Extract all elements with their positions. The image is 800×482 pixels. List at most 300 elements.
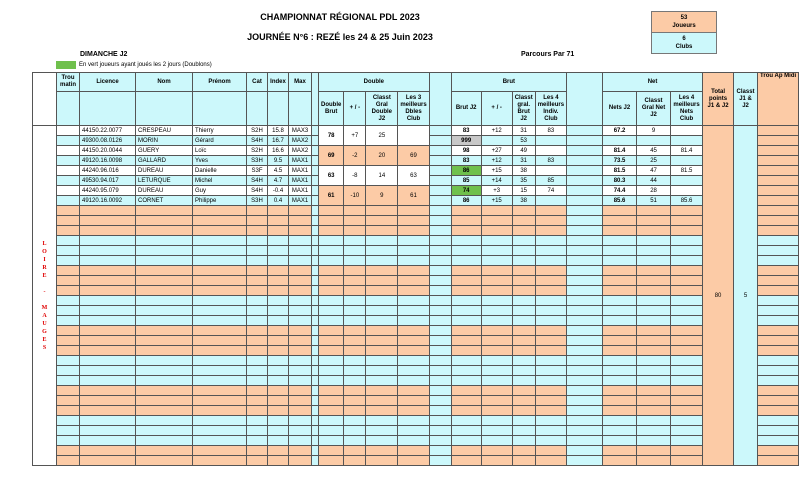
spacer-cell <box>312 386 319 396</box>
empty-cell <box>637 436 671 446</box>
empty-cell <box>247 346 268 356</box>
empty-cell <box>268 226 289 236</box>
empty-cell <box>603 366 637 376</box>
col-nets-j2: Nets J2 <box>603 92 637 126</box>
spacer-cell <box>429 406 451 416</box>
empty-cell <box>289 236 312 246</box>
empty-cell <box>512 366 535 376</box>
col-prenom: Prénom <box>193 73 247 92</box>
empty-cell <box>637 246 671 256</box>
spacer-cell <box>567 186 603 196</box>
brut-j2-cell: 83 <box>451 156 481 166</box>
empty-cell <box>637 406 671 416</box>
empty-cell <box>344 316 366 326</box>
index-cell: 16.6 <box>268 146 289 156</box>
empty-cell <box>535 256 566 266</box>
empty-cell <box>671 336 703 346</box>
licence-cell: 44150.20.0044 <box>80 146 136 156</box>
col-trou-ap-midi: Trou Ap Midi <box>758 73 799 126</box>
blank-header <box>33 73 57 126</box>
classt-net-cell: 45 <box>637 146 671 156</box>
trou-ap-midi-cell <box>758 316 799 326</box>
nom-cell: MORIN <box>136 136 193 146</box>
trou-ap-midi-cell <box>758 346 799 356</box>
licence-cell: 49120.16.0092 <box>80 196 136 206</box>
empty-cell <box>637 306 671 316</box>
empty-cell <box>671 276 703 286</box>
empty-cell <box>268 246 289 256</box>
empty-cell <box>366 276 398 286</box>
empty-cell <box>451 346 481 356</box>
empty-cell <box>671 436 703 446</box>
empty-cell <box>247 256 268 266</box>
empty-cell <box>398 246 429 256</box>
empty-cell <box>398 406 429 416</box>
cat-cell: S2H <box>247 126 268 136</box>
empty-cell <box>512 356 535 366</box>
empty-cell <box>344 366 366 376</box>
table-row <box>33 296 799 306</box>
nom-cell: DUREAU <box>136 166 193 176</box>
spacer-cell <box>429 206 451 216</box>
best4-indiv-cell: 74 <box>535 186 566 196</box>
empty-cell <box>136 246 193 256</box>
trou-ap-midi-cell <box>758 386 799 396</box>
empty-cell <box>671 326 703 336</box>
trou-matin-cell <box>57 456 80 466</box>
max-cell: MAX3 <box>289 126 312 136</box>
empty-cell <box>671 226 703 236</box>
empty-cell <box>671 396 703 406</box>
empty-cell <box>319 456 344 466</box>
empty-cell <box>603 376 637 386</box>
empty-cell <box>80 446 136 456</box>
empty-cell <box>268 446 289 456</box>
spacer-cell <box>567 336 603 346</box>
spacer-cell <box>312 306 319 316</box>
empty-cell <box>481 236 512 246</box>
cat-cell: S4H <box>247 176 268 186</box>
best4-net-cell <box>671 186 703 196</box>
empty-cell <box>637 396 671 406</box>
empty-cell <box>451 446 481 456</box>
best4-net-cell <box>671 126 703 136</box>
empty-cell <box>289 226 312 236</box>
empty-cell <box>193 366 247 376</box>
empty-cell <box>319 276 344 286</box>
empty-cell <box>268 396 289 406</box>
empty-cell <box>247 316 268 326</box>
table-row <box>33 206 799 216</box>
empty-cell <box>344 246 366 256</box>
empty-cell <box>289 386 312 396</box>
empty-cell <box>637 266 671 276</box>
empty-cell <box>671 206 703 216</box>
trou-matin-cell <box>57 406 80 416</box>
empty-cell <box>193 406 247 416</box>
col-brut-plus-minus: + / - <box>481 92 512 126</box>
empty-cell <box>80 316 136 326</box>
empty-cell <box>671 376 703 386</box>
trou-ap-midi-cell <box>758 206 799 216</box>
empty-cell <box>398 456 429 466</box>
empty-cell <box>289 266 312 276</box>
trou-ap-midi-cell <box>758 276 799 286</box>
empty-cell <box>603 306 637 316</box>
empty-cell <box>603 426 637 436</box>
trou-matin-cell <box>57 276 80 286</box>
double-best3-cell: 61 <box>398 186 429 206</box>
classt-net-cell <box>637 136 671 146</box>
empty-cell <box>319 426 344 436</box>
empty-cell <box>603 226 637 236</box>
licence-cell: 49300.08.0126 <box>80 136 136 146</box>
empty-cell <box>289 306 312 316</box>
empty-cell <box>80 416 136 426</box>
empty-cell <box>268 256 289 266</box>
empty-cell <box>268 326 289 336</box>
empty-cell <box>247 386 268 396</box>
trou-ap-midi-cell <box>758 236 799 246</box>
double-pm-cell: -2 <box>344 146 366 166</box>
page-subtitle: JOURNÉE N°6 : REZÉ les 24 & 25 Juin 2023 <box>247 32 433 42</box>
trou-ap-midi-cell <box>758 256 799 266</box>
empty-cell <box>637 296 671 306</box>
empty-cell <box>193 266 247 276</box>
spacer-cell <box>567 226 603 236</box>
table-row <box>33 126 799 136</box>
trou-ap-midi-cell <box>758 156 799 166</box>
trou-matin-cell <box>57 146 80 156</box>
empty-cell <box>268 276 289 286</box>
empty-cell <box>481 246 512 256</box>
col-classt-gral-brut: Classt gral. Brut J2 <box>512 92 535 126</box>
best4-net-cell <box>671 156 703 166</box>
empty-cell <box>535 346 566 356</box>
empty-cell <box>344 416 366 426</box>
trou-matin-cell <box>57 196 80 206</box>
brut-j2-cell: 83 <box>451 126 481 136</box>
empty-cell <box>366 316 398 326</box>
empty-cell <box>80 296 136 306</box>
trou-ap-midi-cell <box>758 376 799 386</box>
index-cell: -0.4 <box>268 186 289 196</box>
empty-cell <box>512 376 535 386</box>
spacer-cell <box>312 186 319 196</box>
empty-cell <box>268 216 289 226</box>
empty-cell <box>535 416 566 426</box>
trou-ap-midi-cell <box>758 186 799 196</box>
empty-cell <box>80 456 136 466</box>
empty-cell <box>637 386 671 396</box>
empty-cell <box>289 246 312 256</box>
empty-cell <box>398 446 429 456</box>
empty-cell <box>481 406 512 416</box>
empty-cell <box>398 376 429 386</box>
trou-matin-cell <box>57 206 80 216</box>
empty-cell <box>398 436 429 446</box>
empty-cell <box>366 396 398 406</box>
table-row <box>33 426 799 436</box>
empty-cell <box>289 256 312 266</box>
empty-cell <box>136 316 193 326</box>
empty-cell <box>136 446 193 456</box>
empty-cell <box>289 426 312 436</box>
spacer-cell <box>567 436 603 446</box>
empty-cell <box>247 226 268 236</box>
spacer-cell <box>567 166 603 176</box>
empty-cell <box>451 396 481 406</box>
empty-cell <box>193 316 247 326</box>
best4-net-cell <box>671 176 703 186</box>
max-cell: MAX2 <box>289 136 312 146</box>
spacer-cell <box>567 326 603 336</box>
brut-pm-cell: +15 <box>481 166 512 176</box>
empty-cell <box>80 396 136 406</box>
clubs-summary <box>651 33 717 54</box>
double-best3-cell <box>398 126 429 146</box>
double-best3-cell: 69 <box>398 146 429 166</box>
double-brut-cell: 78 <box>319 126 344 146</box>
trou-ap-midi-cell <box>758 436 799 446</box>
spacer-cell <box>312 156 319 166</box>
empty-cell <box>366 386 398 396</box>
best4-indiv-cell: 83 <box>535 126 566 136</box>
spacer-cell <box>312 436 319 446</box>
empty-cell <box>451 416 481 426</box>
spacer-cell <box>567 346 603 356</box>
best4-net-cell <box>671 136 703 146</box>
empty-cell <box>247 296 268 306</box>
empty-cell <box>268 406 289 416</box>
empty-cell <box>247 216 268 226</box>
net-j2-cell: 73.5 <box>603 156 637 166</box>
table-row <box>33 346 799 356</box>
empty-cell <box>319 366 344 376</box>
empty-cell <box>268 306 289 316</box>
spacer-cell <box>429 396 451 406</box>
empty-cell <box>136 436 193 446</box>
empty-cell <box>80 246 136 256</box>
empty-cell <box>603 326 637 336</box>
empty-cell <box>603 206 637 216</box>
empty-cell <box>671 306 703 316</box>
spacer-cell <box>429 126 451 136</box>
trou-ap-midi-cell <box>758 166 799 176</box>
trou-ap-midi-cell <box>758 296 799 306</box>
spacer-cell <box>312 376 319 386</box>
spacer-cell <box>429 136 451 146</box>
brut-j2-cell: 74 <box>451 186 481 196</box>
empty-cell <box>193 336 247 346</box>
double-classt-cell: 20 <box>366 146 398 166</box>
spacer-cell <box>429 356 451 366</box>
empty-cell <box>247 246 268 256</box>
empty-cell <box>481 426 512 436</box>
trou-ap-midi-cell <box>758 396 799 406</box>
trou-ap-midi-cell <box>758 446 799 456</box>
clubs-label: Clubs <box>675 44 693 50</box>
brut-j2-cell: 98 <box>451 146 481 156</box>
clubs-count: 6 <box>682 36 686 42</box>
trou-matin-cell <box>57 246 80 256</box>
empty-cell <box>319 376 344 386</box>
empty-cell <box>535 446 566 456</box>
empty-cell <box>603 356 637 366</box>
summary-box <box>651 11 717 54</box>
empty-cell <box>193 306 247 316</box>
empty-cell <box>366 246 398 256</box>
trou-matin-cell <box>57 186 80 196</box>
page-title: CHAMPIONNAT RÉGIONAL PDL 2023 <box>260 12 420 22</box>
spacer-cell <box>567 216 603 226</box>
empty-cell <box>481 396 512 406</box>
players-count: 53 <box>680 15 688 21</box>
table-row <box>33 316 799 326</box>
empty-cell <box>481 346 512 356</box>
legend-swatch <box>56 61 76 69</box>
trou-ap-midi-cell <box>758 266 799 276</box>
empty-cell <box>80 366 136 376</box>
classt-net-cell: 28 <box>637 186 671 196</box>
trou-matin-cell <box>57 166 80 176</box>
empty-cell <box>268 416 289 426</box>
empty-cell <box>268 456 289 466</box>
empty-cell <box>193 446 247 456</box>
empty-cell <box>344 236 366 246</box>
empty-cell <box>247 306 268 316</box>
empty-cell <box>247 236 268 246</box>
empty-cell <box>451 426 481 436</box>
trou-matin-cell <box>57 396 80 406</box>
net-j2-cell: 74.4 <box>603 186 637 196</box>
empty-cell <box>319 406 344 416</box>
empty-cell <box>671 316 703 326</box>
empty-cell <box>451 366 481 376</box>
empty-cell <box>344 386 366 396</box>
empty-cell <box>637 346 671 356</box>
table-row <box>33 356 799 366</box>
blank-subheader <box>247 92 268 126</box>
brut-pm-cell: +27 <box>481 146 512 156</box>
empty-cell <box>80 426 136 436</box>
empty-cell <box>637 316 671 326</box>
empty-cell <box>481 456 512 466</box>
empty-cell <box>247 436 268 446</box>
cat-cell: S3H <box>247 196 268 206</box>
empty-cell <box>319 416 344 426</box>
empty-cell <box>366 286 398 296</box>
max-cell: MAX1 <box>289 166 312 176</box>
spacer-cell <box>429 166 451 176</box>
empty-cell <box>637 236 671 246</box>
spacer-cell <box>312 206 319 216</box>
empty-cell <box>268 206 289 216</box>
classt-net-cell: 9 <box>637 126 671 136</box>
empty-cell <box>535 306 566 316</box>
best4-indiv-cell: 83 <box>535 156 566 166</box>
prenom-cell: Yves <box>193 156 247 166</box>
empty-cell <box>247 356 268 366</box>
spacer-cell <box>567 356 603 366</box>
table-row <box>33 436 799 446</box>
spacer-cell <box>312 246 319 256</box>
empty-cell <box>512 326 535 336</box>
net-j2-cell: 81.5 <box>603 166 637 176</box>
classt-brut-cell: 38 <box>512 196 535 206</box>
empty-cell <box>451 216 481 226</box>
empty-cell <box>344 376 366 386</box>
empty-cell <box>398 426 429 436</box>
trou-matin-cell <box>57 156 80 166</box>
blank-subheader <box>193 92 247 126</box>
empty-cell <box>535 366 566 376</box>
empty-cell <box>268 426 289 436</box>
empty-cell <box>366 406 398 416</box>
best4-net-cell: 81.5 <box>671 166 703 176</box>
trou-ap-midi-cell <box>758 226 799 236</box>
classt-brut-cell: 31 <box>512 156 535 166</box>
empty-cell <box>398 346 429 356</box>
empty-cell <box>398 366 429 376</box>
trou-matin-cell <box>57 366 80 376</box>
brut-pm-cell: +12 <box>481 126 512 136</box>
col-index: Index <box>268 73 289 92</box>
double-pm-cell: -8 <box>344 166 366 186</box>
empty-cell <box>398 356 429 366</box>
empty-cell <box>344 346 366 356</box>
spacer-cell <box>312 126 319 136</box>
trou-ap-midi-cell <box>758 456 799 466</box>
empty-cell <box>247 276 268 286</box>
empty-cell <box>603 416 637 426</box>
empty-cell <box>535 246 566 256</box>
trou-matin-cell <box>57 226 80 236</box>
empty-cell <box>289 316 312 326</box>
empty-cell <box>481 296 512 306</box>
empty-cell <box>136 326 193 336</box>
spacer-cell <box>429 226 451 236</box>
empty-cell <box>247 366 268 376</box>
empty-cell <box>603 436 637 446</box>
empty-cell <box>481 276 512 286</box>
cat-cell: S4H <box>247 136 268 146</box>
empty-cell <box>193 256 247 266</box>
empty-cell <box>193 356 247 366</box>
spacer-cell <box>567 456 603 466</box>
empty-cell <box>319 326 344 336</box>
trou-matin-cell <box>57 136 80 146</box>
empty-cell <box>344 296 366 306</box>
spacer-cell <box>429 146 451 156</box>
empty-cell <box>512 436 535 446</box>
spacer-cell <box>312 456 319 466</box>
empty-cell <box>247 376 268 386</box>
empty-cell <box>671 216 703 226</box>
col-net: Net <box>603 73 703 92</box>
empty-cell <box>481 226 512 236</box>
spacer-cell <box>312 266 319 276</box>
empty-cell <box>289 286 312 296</box>
empty-cell <box>344 336 366 346</box>
empty-cell <box>136 206 193 216</box>
empty-cell <box>603 446 637 456</box>
empty-cell <box>637 286 671 296</box>
trou-matin-cell <box>57 336 80 346</box>
spacer-cell <box>429 386 451 396</box>
empty-cell <box>481 376 512 386</box>
empty-cell <box>193 436 247 446</box>
